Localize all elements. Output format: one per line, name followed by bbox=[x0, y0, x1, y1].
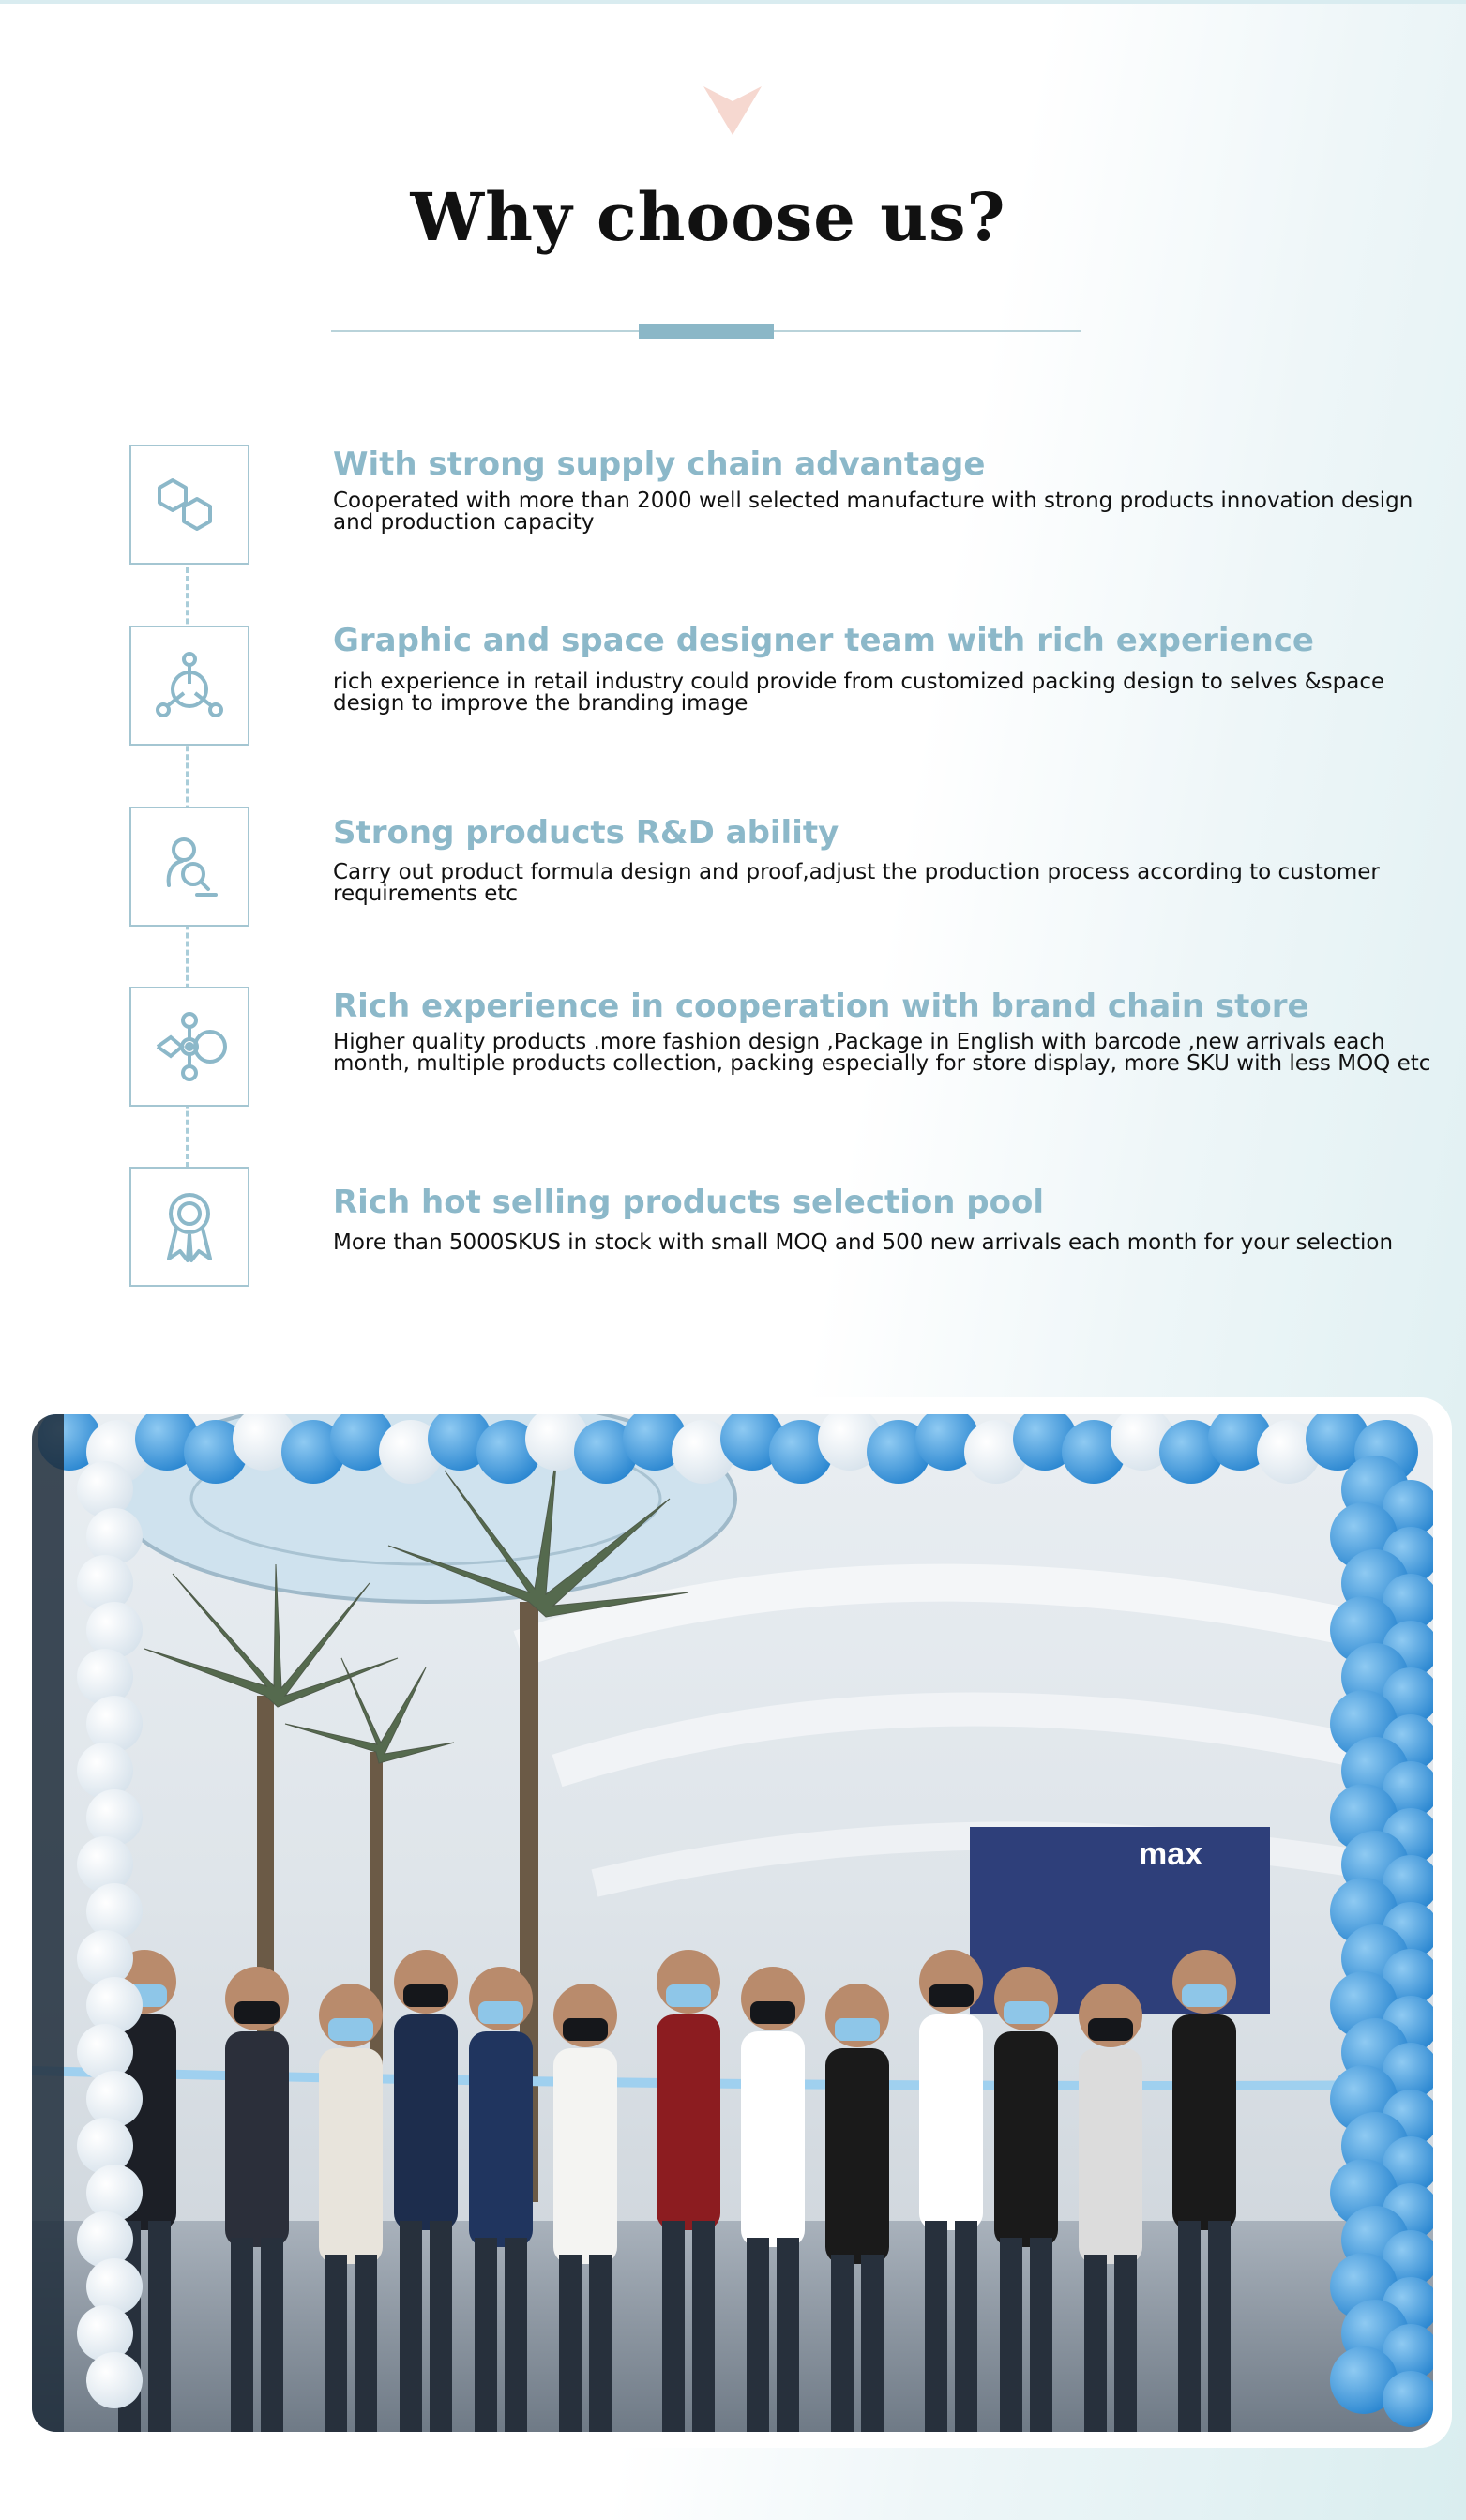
balloon bbox=[86, 1602, 143, 1658]
balloon bbox=[77, 2305, 133, 2362]
balloon bbox=[86, 1883, 143, 1939]
balloon bbox=[77, 1930, 133, 1986]
store-sign: max bbox=[1139, 1836, 1203, 1872]
balloon bbox=[77, 2118, 133, 2174]
feature-description: More than 5000SKUS in stock with small MOQ and 500 new arrivals each month for your selection bbox=[333, 1230, 1394, 1255]
balloon bbox=[77, 1555, 133, 1611]
award-ribbon-icon bbox=[129, 1167, 249, 1287]
balloon bbox=[86, 2258, 143, 2315]
top-accent-line bbox=[0, 0, 1466, 4]
feature-description: Carry out product formula design and proof,adjust the production process according to customer requirements etc bbox=[333, 860, 1380, 906]
store-opening-photo bbox=[32, 1414, 1433, 2432]
balloon bbox=[77, 2024, 133, 2080]
page-title: Why choose us? bbox=[410, 178, 1006, 256]
feature-title: With strong supply chain advantage bbox=[333, 445, 986, 483]
feature-description: Cooperated with more than 2000 well selected manufacture with strong products innovation design and production capacity bbox=[333, 489, 1413, 535]
balloon bbox=[86, 2352, 143, 2408]
balloon bbox=[86, 1508, 143, 1564]
feature-title: Rich hot selling products selection pool bbox=[333, 1184, 1044, 1221]
feature-title: Rich experience in cooperation with brand chain store bbox=[333, 988, 1309, 1025]
hexagon-chain-icon bbox=[129, 445, 249, 565]
user-search-icon bbox=[129, 807, 249, 927]
feature-title: Strong products R&D ability bbox=[333, 814, 839, 852]
balloon bbox=[77, 2211, 133, 2268]
title-divider-accent bbox=[639, 324, 774, 339]
balloon bbox=[77, 1836, 133, 1893]
balloon bbox=[86, 2071, 143, 2127]
balloon bbox=[86, 1977, 143, 2033]
chevron-down-icon bbox=[703, 86, 762, 135]
door-frame bbox=[32, 1414, 64, 2432]
feature-title: Graphic and space designer team with rich experience bbox=[333, 622, 1314, 659]
network-nodes-icon bbox=[129, 626, 249, 746]
balloon bbox=[86, 1696, 143, 1752]
hub-connect-icon bbox=[129, 987, 249, 1107]
feature-description: Higher quality products .more fashion design ,Package in English with barcode ,new arrivals each month, multiple products collection, packing especially for store display, more SKU with less MOQ etc bbox=[333, 1030, 1431, 1076]
balloon bbox=[77, 1649, 133, 1705]
balloon bbox=[86, 2165, 143, 2221]
balloon bbox=[77, 1743, 133, 1799]
balloon bbox=[77, 1461, 133, 1517]
feature-description: rich experience in retail industry could provide from customized packing design to selves &space design to improve the branding image bbox=[333, 670, 1385, 716]
balloon bbox=[86, 1789, 143, 1846]
